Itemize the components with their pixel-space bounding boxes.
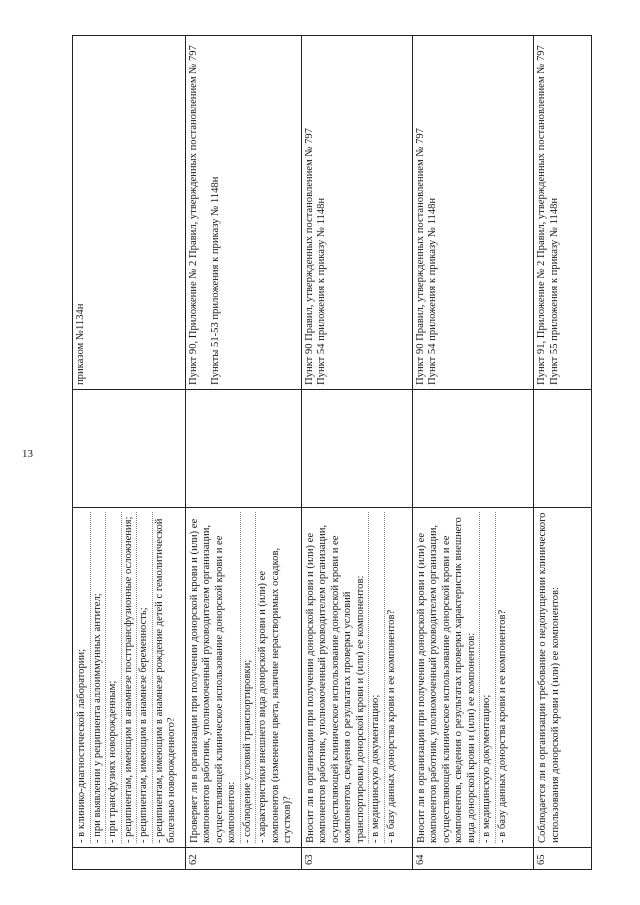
question-line: - в клинико-диагностической лаборатории; <box>76 648 87 843</box>
question-line: - в медицинскую документацию; <box>368 512 384 843</box>
reference-line: приказом №1134н <box>75 303 86 385</box>
table-row-63 <box>301 36 412 870</box>
reference-gap <box>200 40 210 385</box>
reference-cell <box>534 36 592 390</box>
checklist-table <box>72 35 592 870</box>
question-cell <box>412 508 533 848</box>
table-row-continuation <box>73 36 186 870</box>
table-row-65 <box>534 36 592 870</box>
question-cell <box>73 508 186 848</box>
table-row-64 <box>412 36 533 870</box>
question-line: - характеристики внешнего вида донорской крови и (или) ее компонентов (изменение цвета, наличие нерастворимых осадков, сгустков)? <box>255 512 296 843</box>
question-line: Вносит ли в организации при получении донорской крови и (или) ее компонентов работник, уполномоченный руководителем организации, осуществляющей клиническое использование донорской крови и ее компонентов, сведения о результатах проверки характеристик внешнего вида донорской крови и (или) ее компонентов: <box>415 517 477 843</box>
question-line: - в базу данных донорства крови и ее компонентов? <box>495 512 511 843</box>
question-line: - реципиентам, имеющим в анамнезе посттрансфузионные осложнения; <box>121 512 137 843</box>
question-line: - в базу данных донорства крови и ее компонентов? <box>384 512 400 843</box>
question-line: Соблюдается ли в организации требование о недопущении клинического использования донорской крови и (или) ее компонентов: <box>537 512 561 843</box>
page-number: 13 <box>22 448 33 460</box>
table-body <box>73 36 592 870</box>
checklist-table-rotated <box>72 35 592 870</box>
question-line: - реципиентам, имеющим в анамнезе рождение детей с гемолитической болезнью новорожденного? <box>152 512 180 843</box>
reference-cell <box>73 36 186 390</box>
question-line: - при выявлении у реципиента аллоиммунных антител; <box>90 512 106 843</box>
question-line: - в медицинскую документацию; <box>479 512 495 843</box>
reference-cell <box>301 36 412 390</box>
answer-cell <box>412 390 533 508</box>
answer-cell <box>73 390 186 508</box>
answer-cell <box>534 390 592 508</box>
reference-cell <box>412 36 533 390</box>
answer-cell <box>185 390 301 508</box>
question-line: Проверяет ли в организации при получении донорской крови и (или) ее компонентов работник, уполномоченный руководителем организации, осуществляющей клиническое использование донорской крови и ее компонентов: <box>188 518 238 843</box>
row-number-cell: 62 <box>185 848 301 870</box>
reference-line: Пункт 90 Правил, утвержденных постановлением № 797 <box>414 128 426 385</box>
answer-cell <box>301 390 412 508</box>
reference-line: Пункты 51-53 приложения к приказу № 1148н <box>210 176 222 385</box>
question-line: - при трансфузиях новорожденным; <box>105 512 121 843</box>
question-cell <box>301 508 412 848</box>
reference-line: Пункт 54 приложения к приказу № 1148н <box>316 197 328 385</box>
reference-cell <box>185 36 301 390</box>
question-line: Вносит ли в организации при получении донорской крови и (или) ее компонентов работник, уполномоченный руководителем организации, осуществляющей клиническое использование донорской крови и ее компонентов, сведения о результатах проверки условий транспортировки донорской крови и (или) ее компонентов: <box>304 524 366 843</box>
row-number-cell <box>73 848 186 870</box>
table-row-62 <box>185 36 301 870</box>
reference-line: Пункт 55 приложения к приказу № 1148н <box>548 197 560 385</box>
reference-line: Пункт 54 приложения к приказу № 1148н <box>427 197 439 385</box>
question-cell <box>185 508 301 848</box>
row-number-cell: 65 <box>534 848 592 870</box>
question-line: - реципиентам, имеющим в анамнезе беременность; <box>136 512 152 843</box>
reference-line: Пункт 91, Приложение № 2 Правил, утвержденных постановлением № 797 <box>536 45 548 385</box>
question-cell <box>534 508 592 848</box>
reference-line: Пункт 90, Приложение № 2 Правил, утвержденных постановлением № 797 <box>187 45 199 385</box>
row-number-cell: 63 <box>301 848 412 870</box>
reference-line: Пункт 90 Правил, утвержденных постановлением № 797 <box>303 128 315 385</box>
question-line: - соблюдение условий транспортировки; <box>240 512 256 843</box>
row-number-cell: 64 <box>412 848 533 870</box>
